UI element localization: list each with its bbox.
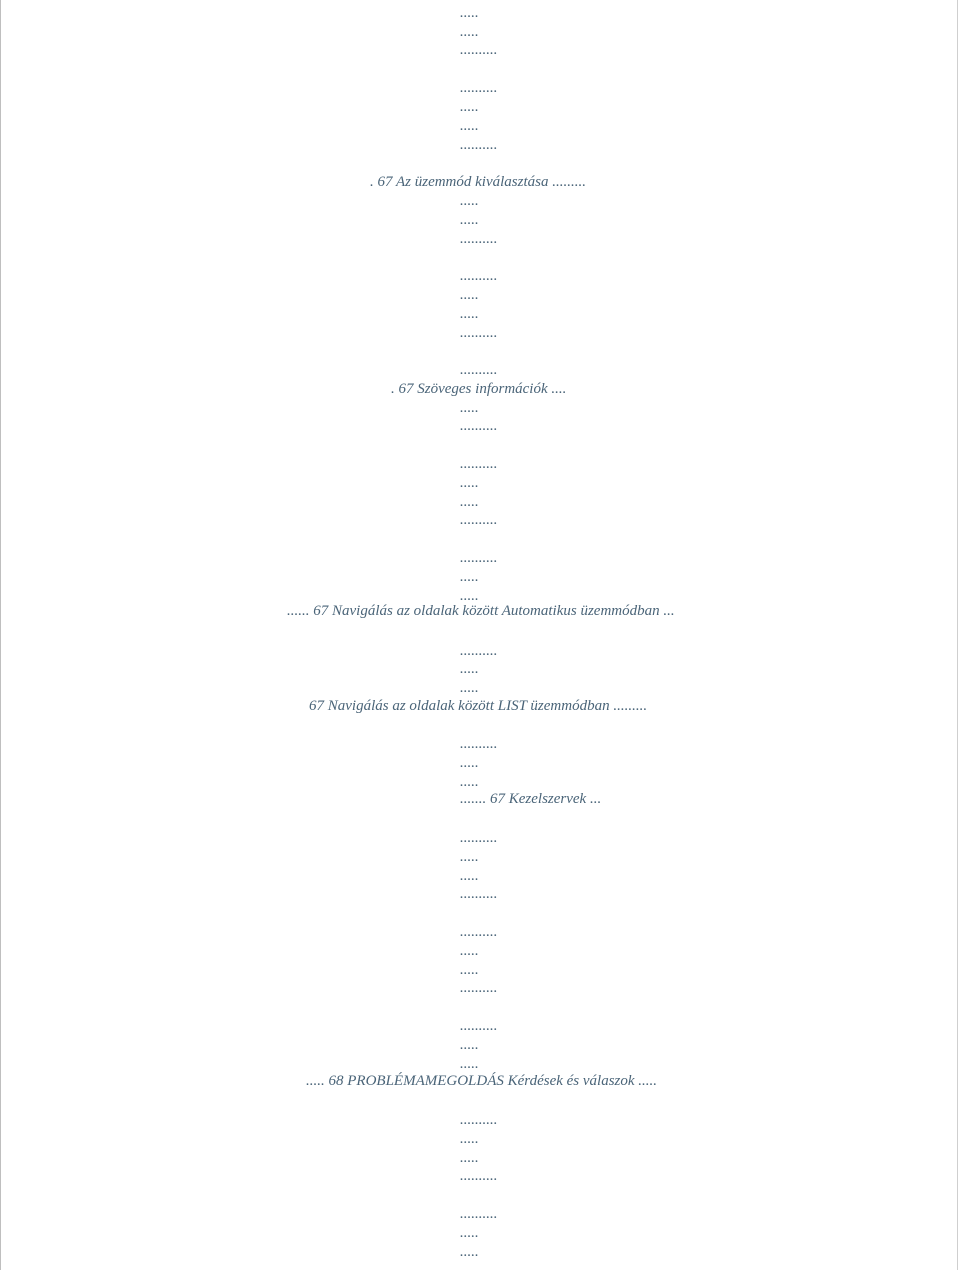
toc-line: .......... <box>460 42 498 58</box>
toc-line: ..... <box>460 306 479 322</box>
toc-entry-szoveges-informaciok[interactable]: . 67 Szöveges információk .... <box>391 381 567 397</box>
toc-line: ..... <box>460 5 479 21</box>
toc-line: ..... <box>460 661 479 677</box>
toc-line: .......... <box>460 418 498 434</box>
toc-line: .......... <box>460 643 498 659</box>
toc-entry-problemamegoldas[interactable]: ..... 68 PROBLÉMAMEGOLDÁS Kérdések és válaszok ..... <box>306 1073 658 1089</box>
toc-line: ..... <box>460 494 479 510</box>
toc-line: .......... <box>460 980 498 996</box>
toc-line: .......... <box>460 325 498 341</box>
toc-line: .......... <box>460 1168 498 1184</box>
toc-line: ..... <box>460 99 479 115</box>
toc-line: ..... <box>460 1150 479 1166</box>
toc-line: ..... <box>460 849 479 865</box>
toc-line: .......... <box>460 362 498 378</box>
toc-line: ..... <box>460 212 479 228</box>
toc-line: .......... <box>460 886 498 902</box>
toc-line: ..... <box>460 569 479 585</box>
toc-line: ..... <box>460 400 479 416</box>
toc-line: .......... <box>460 830 498 846</box>
toc-entry-navigalas-list[interactable]: 67 Navigálás az oldalak között LIST üzemmódban ......... <box>309 698 648 714</box>
toc-line: ..... <box>460 1225 479 1241</box>
toc-line: .......... <box>460 512 498 528</box>
toc-line: ..... <box>460 475 479 491</box>
toc-entry-kezelszervek[interactable]: ....... 67 Kezelszervek ... <box>460 791 602 807</box>
toc-line: .......... <box>460 80 498 96</box>
toc-line: ..... <box>460 193 479 209</box>
toc-line: ..... <box>460 868 479 884</box>
toc-line: ..... <box>460 118 479 134</box>
toc-line: .......... <box>460 1206 498 1222</box>
toc-line: .......... <box>460 1018 498 1034</box>
toc-line: .......... <box>460 268 498 284</box>
toc-line: .......... <box>460 924 498 940</box>
toc-line: ..... <box>460 287 479 303</box>
toc-entry-navigalas-automatikus[interactable]: ...... 67 Navigálás az oldalak között Automatikus üzemmódban ... <box>287 603 675 619</box>
toc-line: .......... <box>460 137 498 153</box>
toc-line: .......... <box>460 736 498 752</box>
toc-entry-uzemmod-kivalasztasa[interactable]: . 67 Az üzemmód kiválasztása ......... <box>370 174 586 190</box>
toc-line: .......... <box>460 231 498 247</box>
toc-line: .......... <box>460 456 498 472</box>
toc-line: .......... <box>460 550 498 566</box>
toc-line: ..... <box>460 588 479 604</box>
toc-line: ..... <box>460 1244 479 1260</box>
toc-line: ..... <box>460 755 479 771</box>
toc-line: ..... <box>460 1131 479 1147</box>
toc-line: ..... <box>460 680 479 696</box>
toc-line: ..... <box>460 1037 479 1053</box>
toc-line: ..... <box>460 1056 479 1072</box>
toc-line: .......... <box>460 1112 498 1128</box>
toc-line: ..... <box>460 24 479 40</box>
toc-line: ..... <box>460 943 479 959</box>
toc-line: ..... <box>460 962 479 978</box>
toc-line: ..... <box>460 774 479 790</box>
